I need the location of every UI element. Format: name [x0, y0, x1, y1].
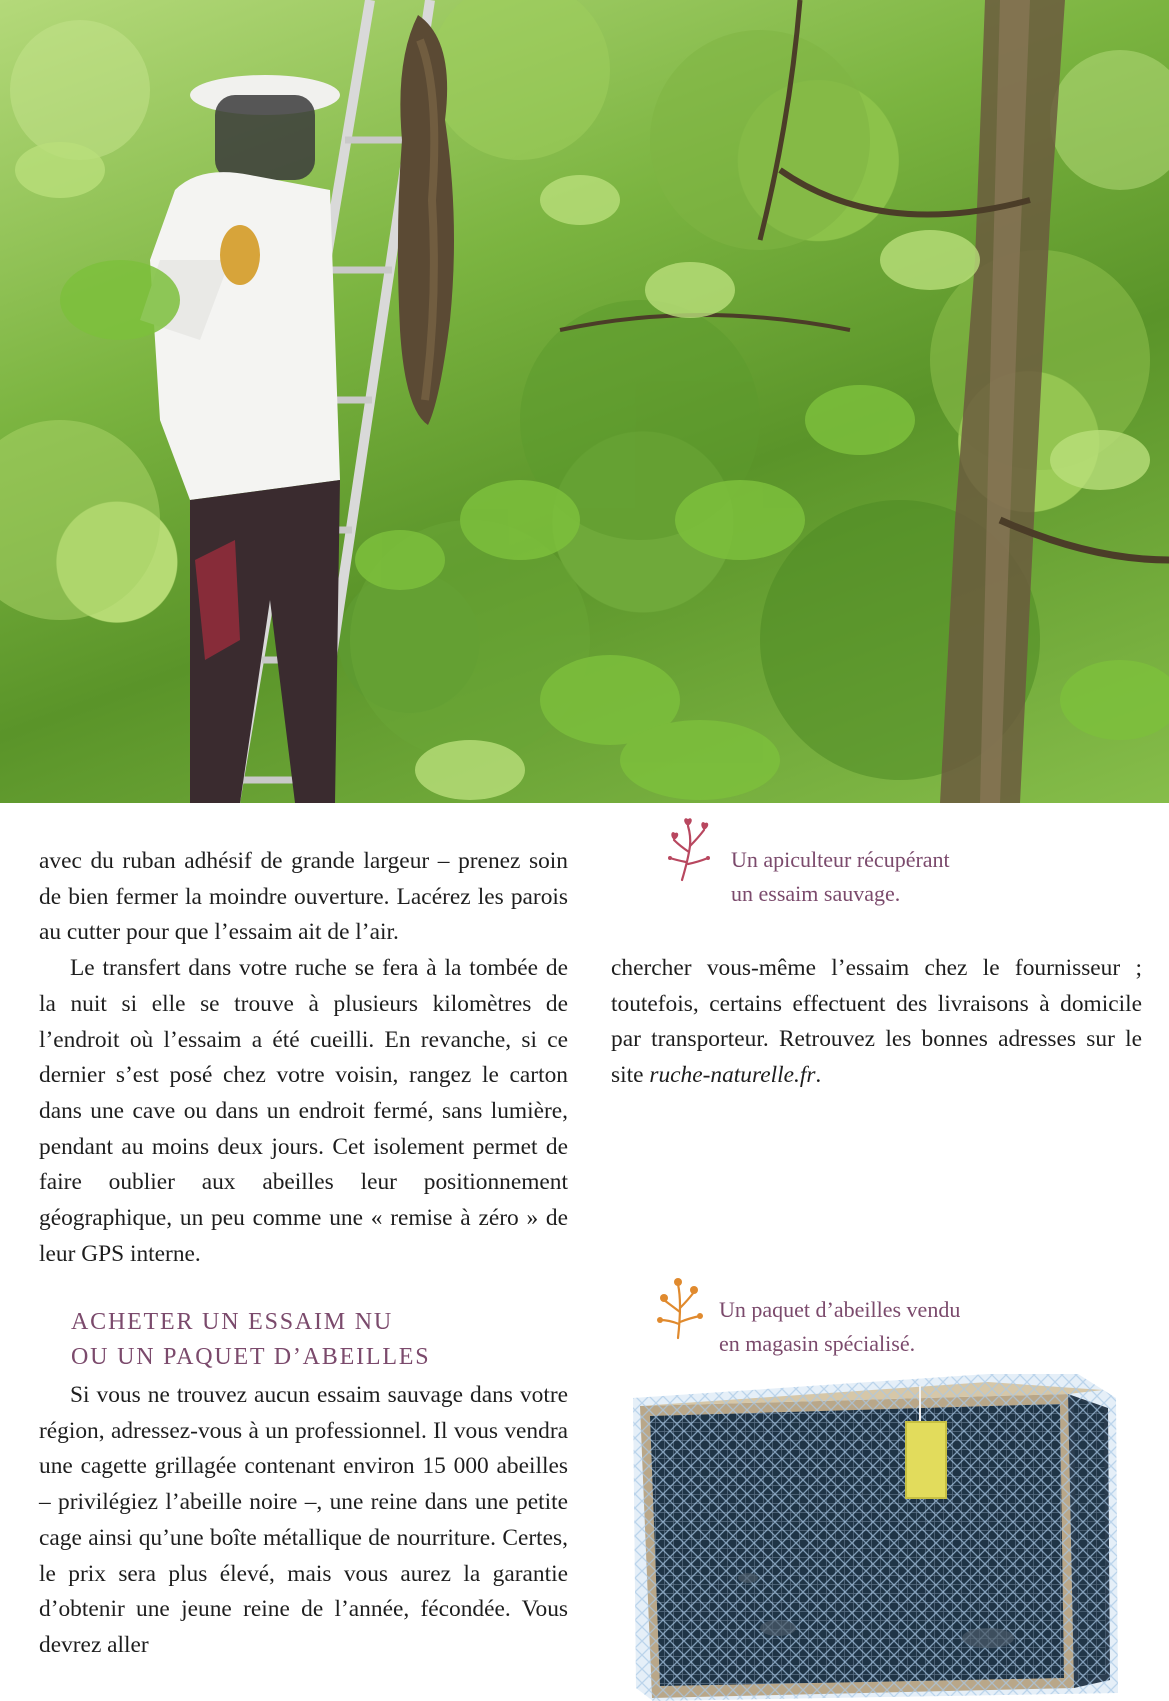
photo-illustration	[0, 0, 1169, 803]
website-link[interactable]: ruche-naturelle.fr	[649, 1062, 816, 1089]
berry-sprig-icon	[656, 1276, 706, 1340]
paragraph-fournisseur-end: .	[815, 1062, 822, 1089]
bee-package-photo	[628, 1368, 1123, 1701]
caption-package-line-2: en magasin spécialisé.	[719, 1331, 916, 1356]
bee-cage-illustration	[628, 1368, 1123, 1701]
paragraph-fournisseur-text: chercher vous-même l’essaim chez le fournisseur ; toutefois, certains effectuent des livraisons à domicile par transporteur. Retrouvez les bonnes adresses sur le site	[611, 955, 1142, 1089]
paragraph-professionnel: Si vous ne trouvez aucun essaim sauvage dans votre région, adressez-vous à un professionnel. Il vous vendra une cagette grillagée contenant environ 15 000 abeilles – privilégiez l’abeille noire –, une reine dans une petite cage ainsi qu’une boîte métallique de nourriture. Certes, le prix sera plus élevé, mais vous aurez la garantie d’obtenir une jeune reine de l’année, fécondée. Vous devrez aller	[39, 1382, 568, 1658]
caption-package-line-1: Un paquet d’abeilles vendu	[719, 1297, 961, 1322]
flower-sprig-icon	[668, 816, 716, 882]
section-heading-line-1: ACHETER UN ESSAIM NU	[71, 1309, 394, 1335]
section-heading-line-2: OU UN PAQUET D’ABEILLES	[71, 1344, 431, 1370]
caption-package	[719, 1293, 960, 1361]
paragraph-ruban: avec du ruban adhésif de grande largeur – prenez soin de bien fermer la moindre ouverture. Lacérez les parois au cutter pour que l’essaim ait de l’air.	[39, 848, 568, 946]
body-text-left	[39, 844, 568, 1272]
body-text-bottom	[39, 1378, 568, 1664]
paragraph-transfert: Le transfert dans votre ruche se fera à la tombée de la nuit si elle se trouve à plusieurs kilomètres de l’endroit où l’essaim a été cueilli. En revanche, si ce dernier s’est posé chez votre voisin, rangez le carton dans une cave ou dans un endroit fermé, sans lumière, pendant au moins deux jours. Cet isolement permet de faire oublier aux abeilles leur positionnement géographique, un peu comme une « remise à zéro » de leur GPS interne.	[39, 955, 568, 1267]
section-heading	[71, 1305, 571, 1375]
beekeeper-swarm-photo	[0, 0, 1169, 803]
paragraph-fournisseur	[611, 951, 1142, 1094]
caption-beekeeper-line-1: Un apiculteur récupérant	[731, 847, 950, 872]
body-text-right	[611, 951, 1142, 1094]
caption-beekeeper	[731, 843, 950, 911]
caption-beekeeper-line-2: un essaim sauvage.	[731, 881, 901, 906]
